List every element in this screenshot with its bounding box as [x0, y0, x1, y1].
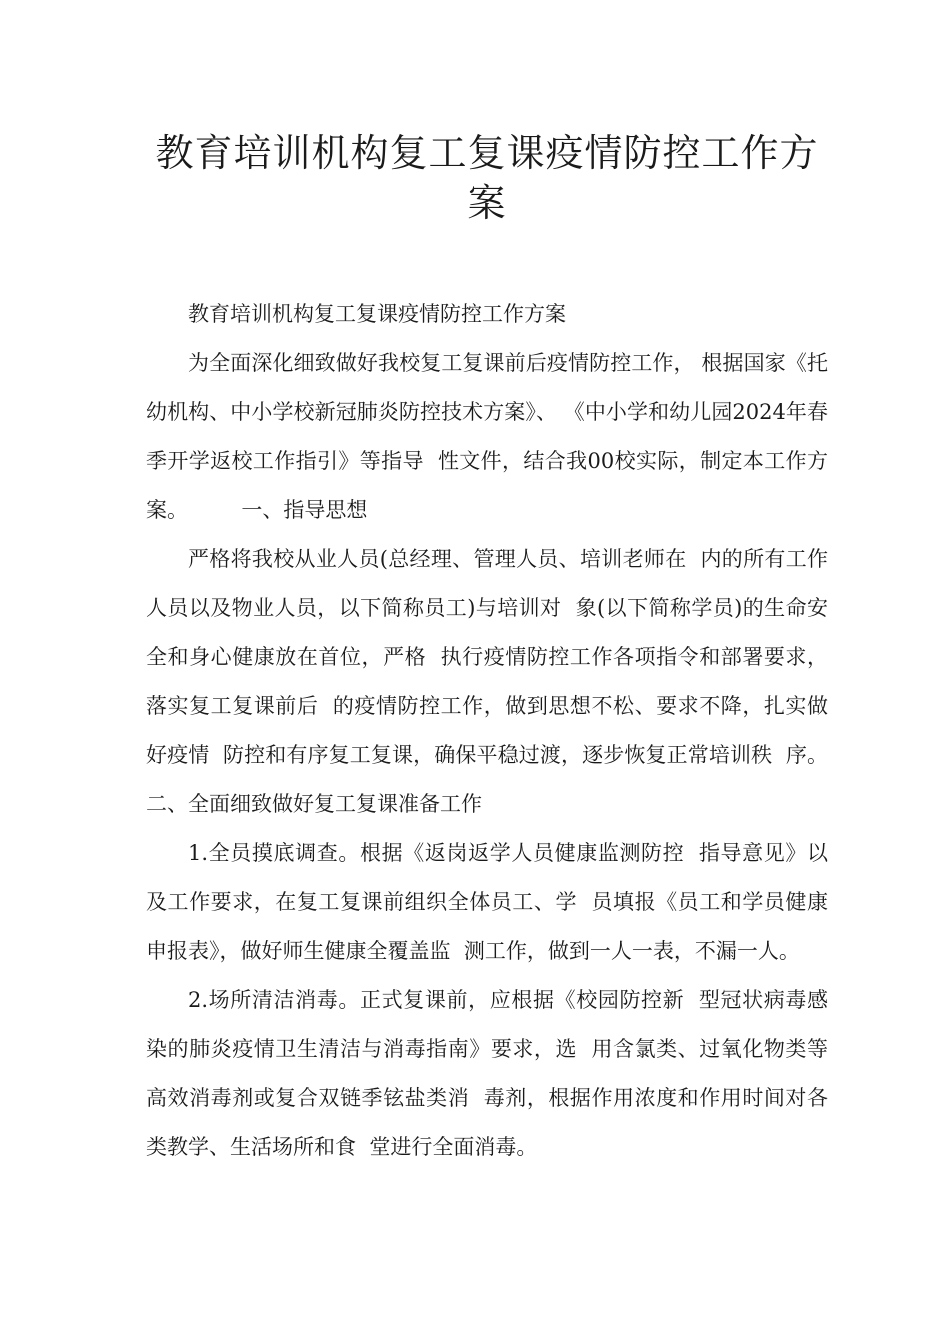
- document-body: [146, 290, 882, 1172]
- paragraph-intro: 为全面深化细致做好我校复工复课前后疫情防控工作， 根据国家《托幼机构、中小学校新冠肺炎防控技术方案》、 《中小学和幼儿园2024年春季开学返校工作指引》等指导 性文件，结合我00校实际，制定本工作方案。 一、指导思想: [146, 351, 828, 522]
- document-title: 教育培训机构复工复课疫情防控工作方案: [155, 131, 819, 225]
- paragraph-survey: 1.全员摸底调查。根据《返岗返学人员健康监测防控 指导意见》以及工作要求，在复工复课前组织全体员工、学 员填报《员工和学员健康申报表》，做好师生健康全覆盖监 测工作，做到一人一表，不漏一人。: [146, 841, 828, 963]
- paragraph-disinfection: 2.场所清洁消毒。正式复课前，应根据《校园防控新 型冠状病毒感染的肺炎疫情卫生清洁与消毒指南》要求，选 用含氯类、过氧化物类等高效消毒剂或复合双链季铉盐类消 毒剂，根据作用浓度和作用时间对各类教学、生活场所和食 堂进行全面消毒。: [146, 988, 828, 1159]
- paragraph-heading: 教育培训机构复工复课疫情防控工作方案: [188, 302, 566, 326]
- paragraph-guiding-principles: 严格将我校从业人员(总经理、管理人员、培训老师在 内的所有工作人员以及物业人员，以下简称员工)与培训对 象(以下简称学员)的生命安全和身心健康放在首位，严格 执行疫情防控工作各项指令和部署要求，落实复工复课前后 的疫情防控工作，做到思想不松、要求不降，扎实做好疫情 防控和有序复工复课，确保平稳过渡，逐步恢复正常培训秩 序。 二、全面细致做好复工复课准备工作: [146, 547, 882, 816]
